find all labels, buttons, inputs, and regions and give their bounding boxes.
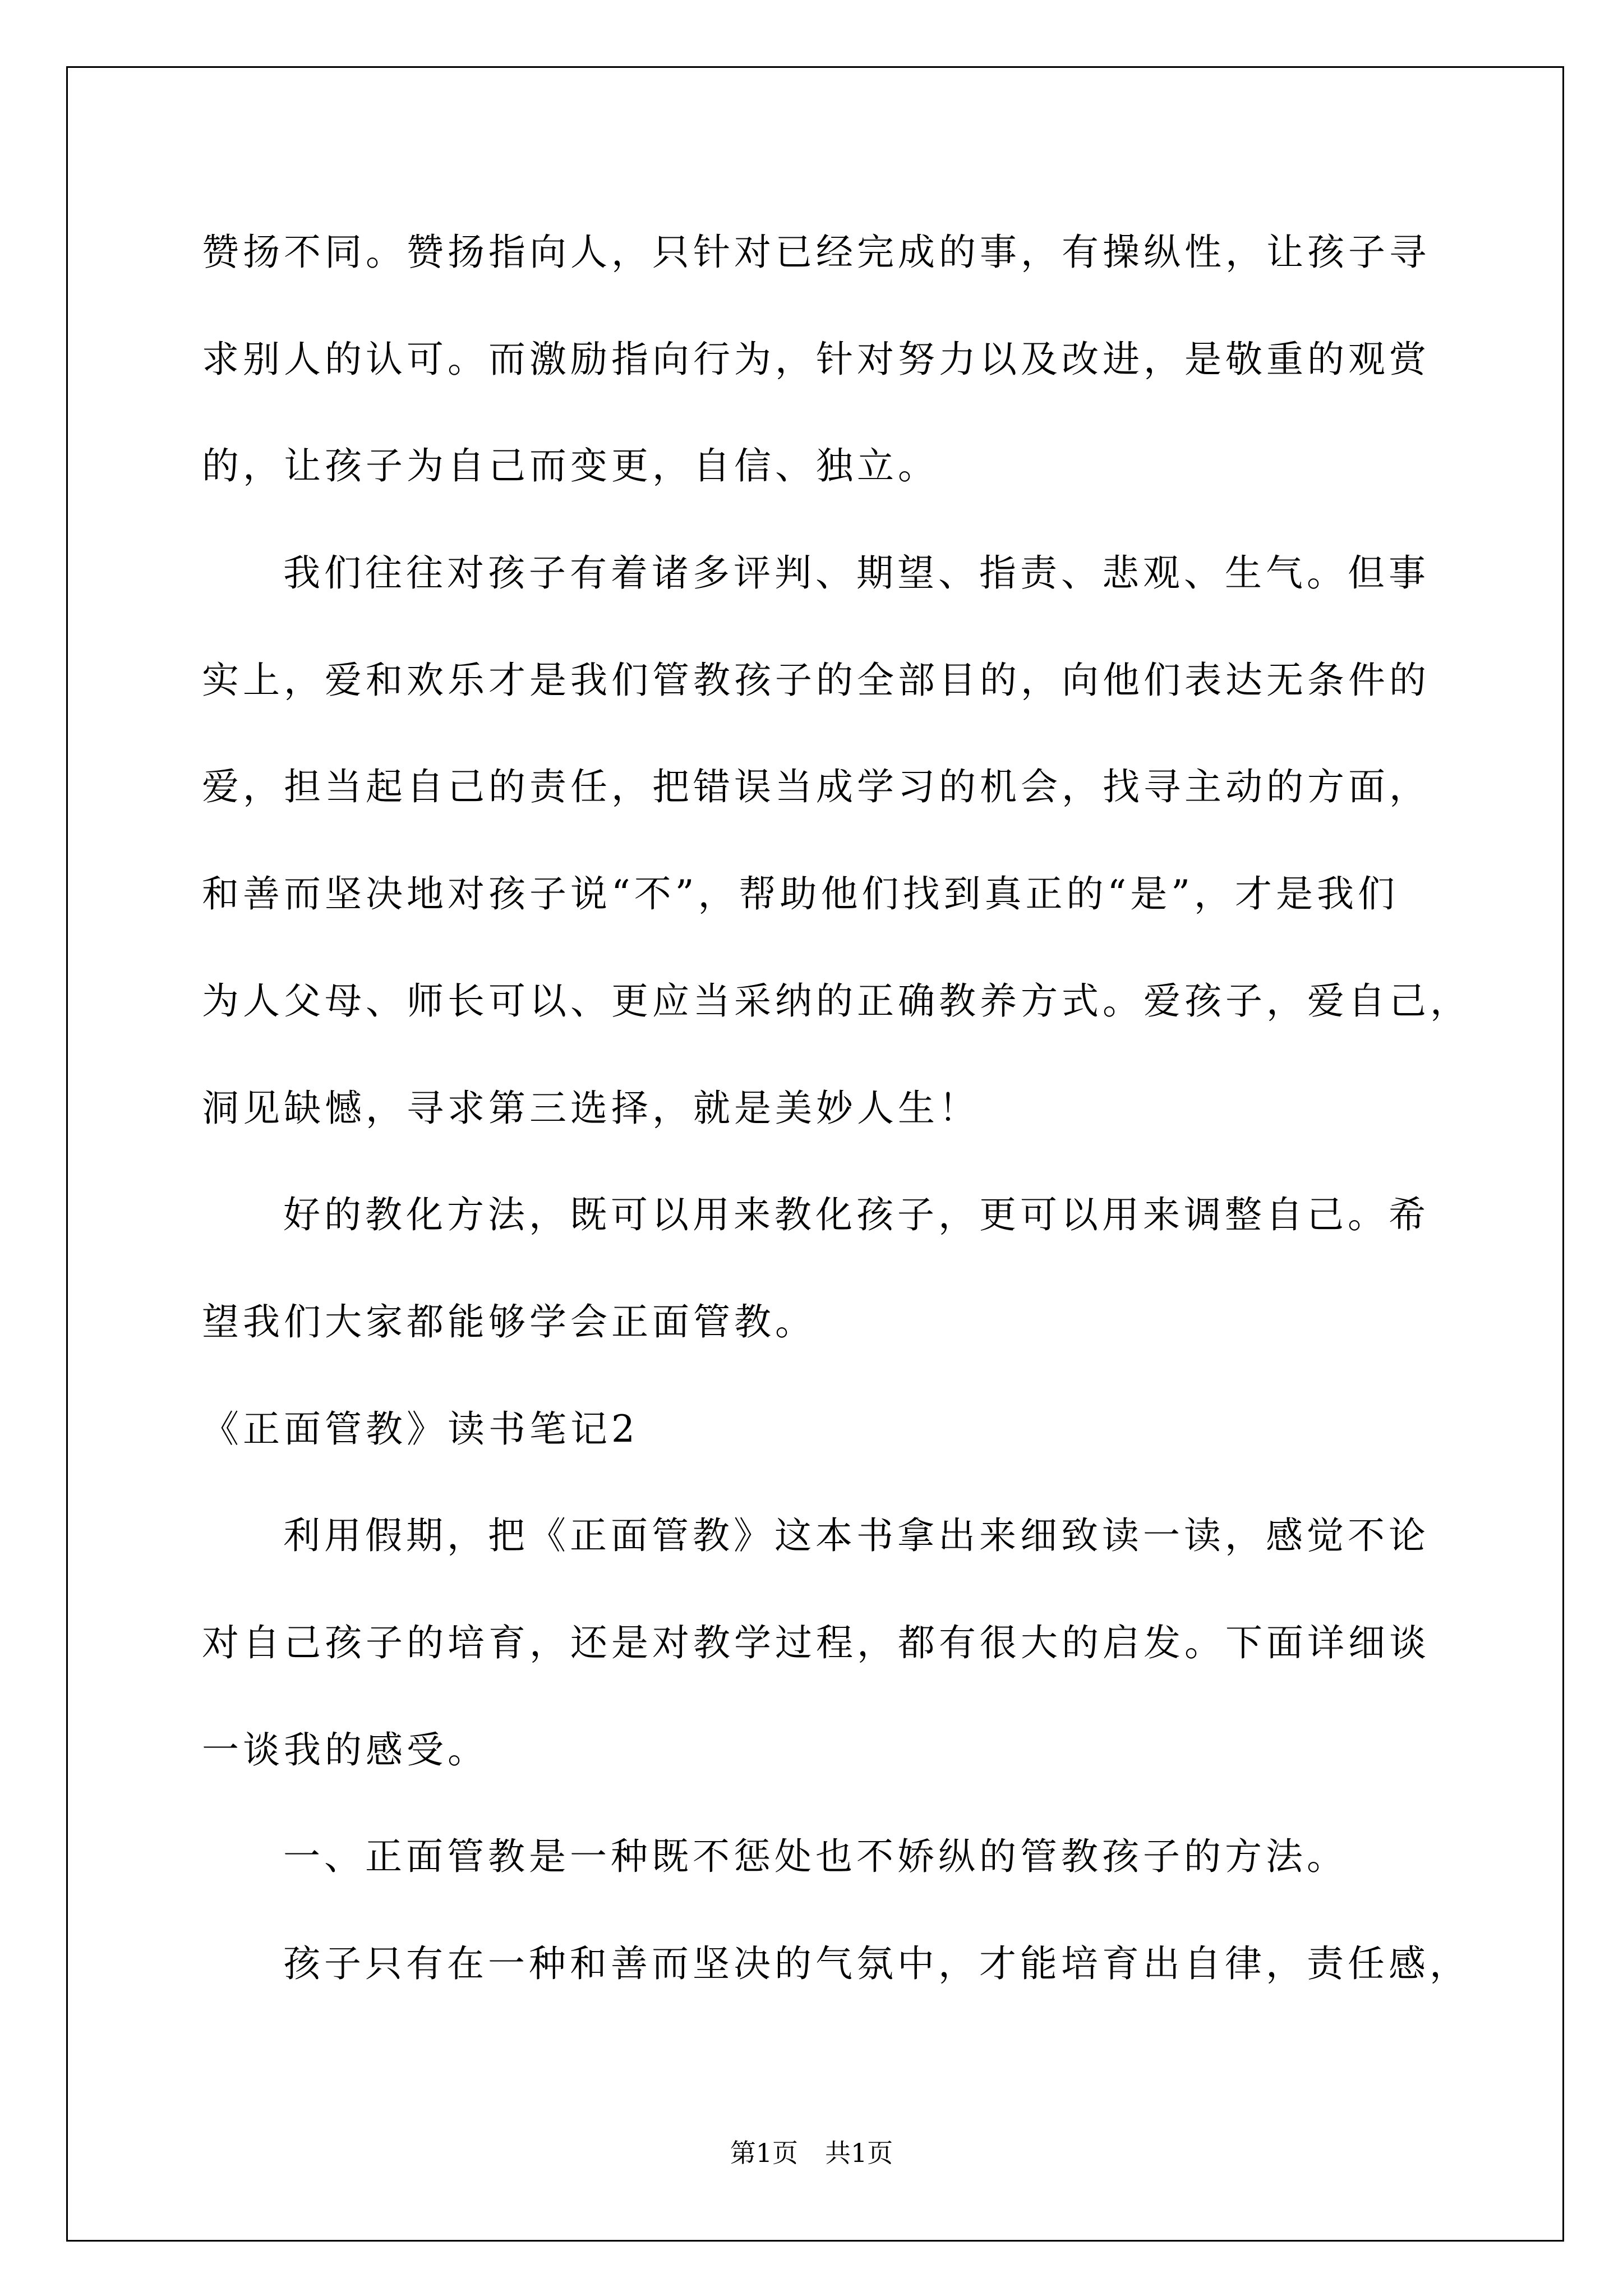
text-line: 利用假期，把《正面管教》这本书拿出来细致读一读，感觉不论: [283, 1514, 1430, 1558]
text-line: 洞见缺憾，寻求第三选择，就是美妙人生！: [202, 1086, 980, 1130]
text-line: 的，让孩子为自己而变更，自信、独立。: [202, 444, 939, 488]
paragraph: [202, 1483, 1548, 1803]
page-number: 第1页: [730, 2138, 798, 2168]
section-heading: 《正面管教》读书笔记2: [202, 1407, 639, 1451]
text-line: 一、正面管教是一种既不惩处也不娇纵的管教孩子的方法。: [283, 1835, 1348, 1879]
text-line: 孩子只有在一种和善而坚决的气氛中，才能培育出自律，责任感，: [283, 1942, 1470, 1985]
text-line: 好的教化方法，既可以用来教化孩子，更可以用来调整自己。希: [283, 1193, 1430, 1237]
text-line: 爱，担当起自己的责任，把错误当成学习的机会，找寻主动的方面，: [202, 765, 1430, 809]
text-line: 望我们大家都能够学会正面管教。: [202, 1300, 816, 1343]
section-1: [202, 199, 1548, 1376]
paragraph: [202, 1162, 1548, 1375]
paragraph: [202, 199, 1548, 520]
text-line: 实上，爱和欢乐才是我们管教孩子的全部目的，向他们表达无条件的: [202, 658, 1430, 702]
text-line: 求别人的认可。而激励指向行为，针对努力以及改进，是敬重的观赏: [202, 337, 1430, 381]
document-body: [202, 199, 1548, 2018]
text-line: 赞扬不同。赞扬指向人，只针对已经完成的事，有操纵性，让孩子寻: [202, 231, 1430, 274]
text-line: 为人父母、师长可以、更应当采纳的正确教养方式。爱孩子，爱自己，: [202, 979, 1471, 1023]
page-footer: [0, 2136, 1623, 2170]
paragraph: [202, 1911, 1548, 2018]
section-2: [202, 1376, 1548, 2018]
text-line: 和善而坚决地对孩子说“不”，帮助他们找到真正的“是”，才是我们: [202, 872, 1399, 916]
page-count: 共1页: [825, 2138, 893, 2168]
paragraph: [202, 1803, 1548, 1911]
text-line: 对自己孩子的培育，还是对教学过程，都有很大的启发。下面详细谈: [202, 1621, 1430, 1664]
paragraph: [202, 520, 1548, 1162]
text-line: 一谈我的感受。: [202, 1728, 488, 1772]
text-line: 我们往往对孩子有着诸多评判、期望、指责、悲观、生气。但事: [283, 551, 1430, 595]
